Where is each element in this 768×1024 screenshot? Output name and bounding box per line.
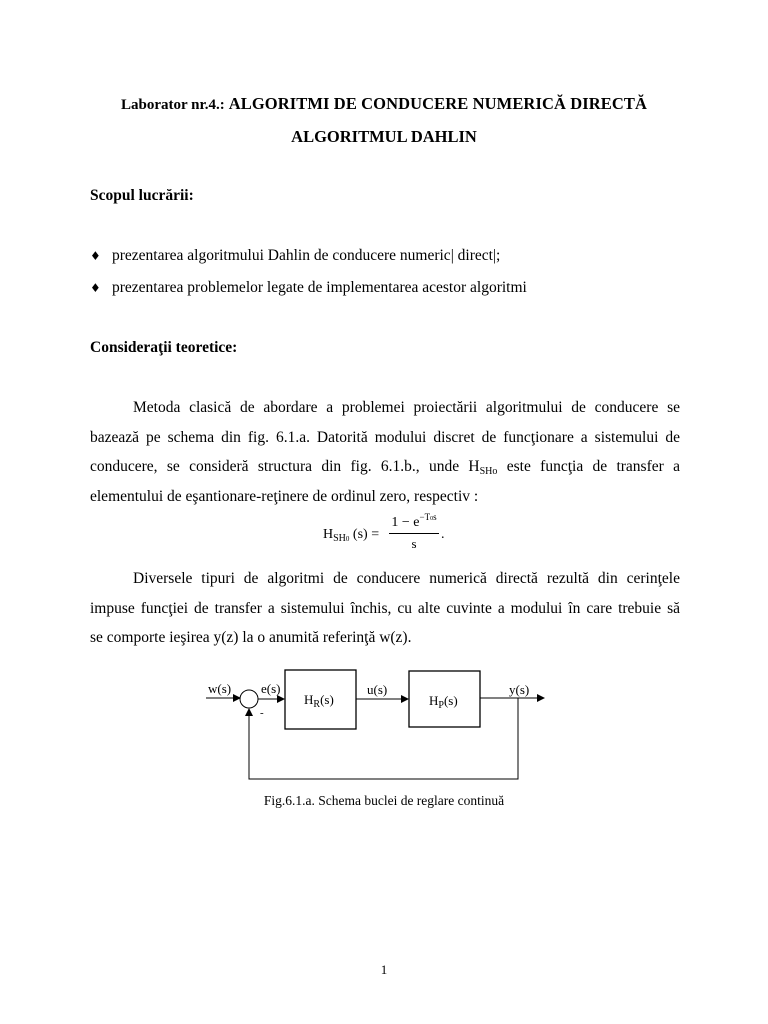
lab-number: Laborator nr.4.: [120, 97, 225, 113]
paragraph-1-line-1: Metoda clasică de abordare a problemei proiectării algoritmului de conducere se [133, 399, 680, 416]
transfer-function-formula [323, 512, 453, 559]
diamond-bullet-icon: ♦ [90, 281, 101, 295]
paragraph-1-line-3: conducere, se consideră structura din fig. 6.1.b., unde $H_{SHo}$ este funcţia de transfer a [90, 458, 680, 477]
output-label: y(s) [509, 682, 530, 697]
process-label: $H_P(s)$ [429, 693, 458, 711]
title-line-1 [0, 94, 768, 114]
page-number: 1 [380, 962, 388, 977]
paragraph-1-line-4: elementului de eşantionare-reţinere de ordinul zero, respectiv : [90, 487, 479, 505]
control-loop-diagram [200, 665, 560, 790]
scope-bullet-2 [90, 279, 527, 297]
document-subtitle: ALGORITMUL DAHLIN [291, 127, 477, 146]
reference-label: w(s) [208, 681, 232, 696]
summing-junction [240, 690, 258, 708]
fraction-bar [389, 533, 439, 534]
formula-end: . [441, 527, 445, 542]
document-title: ALGORITMI DE CONDUCERE NUMERICĂ DIRECTĂ [228, 94, 648, 113]
paragraph-2-line-1: Diversele tipuri de algoritmi de conducere numerică directă rezultă din cerinţele [133, 570, 680, 587]
theory-heading: Consideraţii teoretice: [90, 339, 238, 356]
formula-lhs: $H_{SH0}$ (s) = [323, 527, 380, 544]
scope-heading: Scopul lucrării: [90, 187, 194, 204]
paragraph-1 [90, 393, 680, 511]
formula-numerator: $1 - e^{-T0s}$ [391, 512, 437, 530]
formula-denominator: s [411, 536, 417, 551]
diamond-bullet-icon: ♦ [90, 249, 101, 263]
scope-bullet-1 [90, 247, 500, 265]
paragraph-2 [90, 564, 680, 653]
paragraph-2-line-3: se comporte ieşirea y(z) la o anumită referinţă w(z). [90, 629, 412, 646]
bullet-text: prezentarea algoritmului Dahlin de conducere numeric| direct|; [112, 247, 501, 264]
figure-caption: Fig.6.1.a. Schema buclei de reglare continuă [263, 793, 505, 808]
paragraph-1-line-2: bazează pe schema din fig. 6.1.a. Datorită modului discret de funcţionare a sistemului de [90, 428, 680, 446]
error-label: e(s) [261, 681, 281, 696]
control-signal-label: u(s) [367, 682, 388, 697]
formula-fraction [389, 512, 439, 552]
minus-sign: - [260, 707, 264, 719]
bullet-text: prezentarea problemelor legate de implementarea acestor algoritmi [112, 279, 527, 296]
paragraph-2-line-2: impuse funcţiei de transfer a sistemului închis, cu alte cuvinte a modului în care trebuie să [90, 599, 680, 617]
controller-label: $H_R(s)$ [304, 692, 334, 710]
